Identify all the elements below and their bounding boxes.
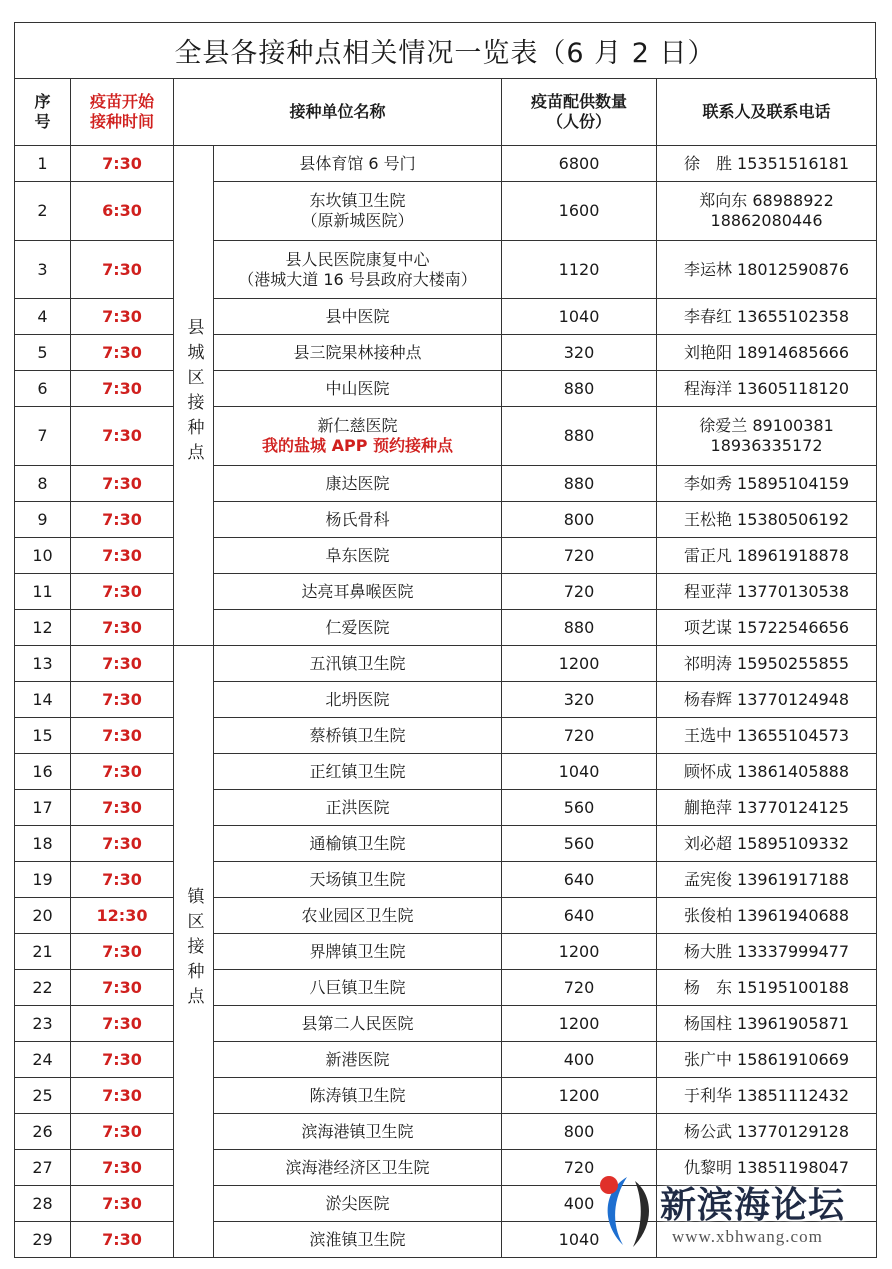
contact-info: 李如秀 15895104159 [657,466,877,502]
table-row [15,502,877,538]
table-row [15,1078,877,1114]
dose-quantity: 720 [502,574,657,610]
unit-name: 县体育馆 6 号门 [214,146,502,182]
start-time: 7:30 [71,754,174,790]
dose-quantity: 800 [502,502,657,538]
dose-quantity: 320 [502,335,657,371]
table-row [15,466,877,502]
unit-name: 界牌镇卫生院 [214,934,502,970]
unit-name: 滨海港镇卫生院 [214,1114,502,1150]
table-row [15,299,877,335]
start-time: 7:30 [71,970,174,1006]
row-number: 14 [15,682,71,718]
start-time: 7:30 [71,718,174,754]
dose-quantity: 400 [502,1186,657,1222]
table-body [15,146,877,1258]
dose-quantity: 640 [502,898,657,934]
start-time: 7:30 [71,682,174,718]
contact-info: 顾怀成 13861405888 [657,754,877,790]
start-time: 7:30 [71,610,174,646]
contact-info: 杨 东 15195100188 [657,970,877,1006]
dose-quantity: 560 [502,790,657,826]
row-number: 24 [15,1042,71,1078]
dose-quantity: 800 [502,1114,657,1150]
dose-quantity: 6800 [502,146,657,182]
unit-name: 天场镇卫生院 [214,862,502,898]
site-watermark [597,1165,887,1260]
dose-quantity: 1600 [502,182,657,241]
contact-info: 徐爱兰 89100381 18936335172 [657,407,877,466]
unit-name: 五汛镇卫生院 [214,646,502,682]
unit-name: 县第二人民医院 [214,1006,502,1042]
dose-quantity: 640 [502,862,657,898]
unit-name: 杨氏骨科 [214,502,502,538]
row-number: 26 [15,1114,71,1150]
row-number: 27 [15,1150,71,1186]
dose-quantity: 1040 [502,299,657,335]
unit-name: 东坎镇卫生院 （原新城医院） [214,182,502,241]
contact-info: 祁明涛 15950255855 [657,646,877,682]
dose-quantity: 1200 [502,1006,657,1042]
zone-town [174,646,214,1258]
contact-info: 徐 胜 15351516181 [657,146,877,182]
start-time: 7:30 [71,335,174,371]
start-time: 7:30 [71,1222,174,1258]
start-time: 7:30 [71,241,174,299]
start-time: 7:30 [71,574,174,610]
zone-label: 镇区接种点 [183,886,204,1012]
table-row [15,790,877,826]
start-time: 7:30 [71,934,174,970]
dose-quantity: 720 [502,538,657,574]
table-row [15,610,877,646]
contact-info: 杨公武 13770129128 [657,1114,877,1150]
row-number: 28 [15,1186,71,1222]
table-row [15,407,877,466]
dose-quantity: 880 [502,466,657,502]
contact-info: 孟宪俊 13961917188 [657,862,877,898]
sheet-title: 全县各接种点相关情况一览表（6 月 2 日） [14,22,876,78]
header-quantity: 疫苗配供数量 （人份） [502,79,657,146]
table-row [15,826,877,862]
row-number: 1 [15,146,71,182]
unit-name: 新仁慈医院 我的盐城 APP 预约接种点 [214,407,502,466]
contact-info: 李春红 13655102358 [657,299,877,335]
dose-quantity: 1200 [502,646,657,682]
contact-info: 刘艳阳 18914685666 [657,335,877,371]
table-row [15,934,877,970]
start-time: 12:30 [71,898,174,934]
unit-name: 仁爱医院 [214,610,502,646]
contact-info: 于利华 13851112432 [657,1078,877,1114]
unit-name: 县三院果林接种点 [214,335,502,371]
table-row [15,898,877,934]
start-time: 7:30 [71,1114,174,1150]
dose-quantity: 1200 [502,934,657,970]
row-number: 6 [15,371,71,407]
table-row [15,754,877,790]
table-row [15,970,877,1006]
row-number: 2 [15,182,71,241]
contact-info: 王选中 13655104573 [657,718,877,754]
table-row [15,646,877,682]
contact-info: 蒯艳萍 13770124125 [657,790,877,826]
table-row [15,574,877,610]
contact-info: 王松艳 15380506192 [657,502,877,538]
contact-info: 项艺谋 15722546656 [657,610,877,646]
unit-name: 正洪医院 [214,790,502,826]
contact-info: 郑向东 68988922 18862080446 [657,182,877,241]
table-row [15,1114,877,1150]
start-time: 7:30 [71,371,174,407]
contact-info: 杨大胜 13337999477 [657,934,877,970]
dose-quantity: 1200 [502,1078,657,1114]
table-row [15,241,877,299]
start-time: 7:30 [71,1078,174,1114]
start-time: 7:30 [71,646,174,682]
table-row [15,182,877,241]
start-time: 7:30 [71,826,174,862]
row-number: 29 [15,1222,71,1258]
unit-name: 通榆镇卫生院 [214,826,502,862]
header-contact: 联系人及联系电话 [657,79,877,146]
booking-note: 我的盐城 APP 预约接种点 [262,436,453,455]
unit-name: 滨淮镇卫生院 [214,1222,502,1258]
dose-quantity: 880 [502,371,657,407]
unit-name: 淤尖医院 [214,1186,502,1222]
row-number: 11 [15,574,71,610]
row-number: 10 [15,538,71,574]
unit-name: 中山医院 [214,371,502,407]
sites-table [14,78,877,1258]
table-row [15,538,877,574]
contact-info: 李运林 18012590876 [657,241,877,299]
start-time: 7:30 [71,407,174,466]
row-number: 17 [15,790,71,826]
unit-name: 达亮耳鼻喉医院 [214,574,502,610]
row-number: 9 [15,502,71,538]
start-time: 7:30 [71,502,174,538]
start-time: 7:30 [71,146,174,182]
start-time: 7:30 [71,862,174,898]
unit-name: 正红镇卫生院 [214,754,502,790]
forum-url: www.xbhwang.com [672,1227,823,1246]
unit-name: 农业园区卫生院 [214,898,502,934]
row-number: 13 [15,646,71,682]
dose-quantity: 880 [502,610,657,646]
start-time: 7:30 [71,538,174,574]
unit-name: 康达医院 [214,466,502,502]
start-time: 6:30 [71,182,174,241]
row-number: 22 [15,970,71,1006]
unit-name: 滨海港经济区卫生院 [214,1150,502,1186]
start-time: 7:30 [71,1042,174,1078]
row-number: 21 [15,934,71,970]
unit-name: 县中医院 [214,299,502,335]
contact-info: 仇黎明 13851198047 [657,1150,877,1186]
dose-quantity: 1120 [502,241,657,299]
dose-quantity: 1040 [502,754,657,790]
contact-info: 程亚萍 13770130538 [657,574,877,610]
start-time: 7:30 [71,790,174,826]
header-row [15,79,877,146]
row-number: 12 [15,610,71,646]
zone-label: 县城区接种点 [183,318,204,468]
row-number: 7 [15,407,71,466]
row-number: 16 [15,754,71,790]
row-number: 20 [15,898,71,934]
table-row [15,1006,877,1042]
dose-quantity: 880 [502,407,657,466]
contact-info: 张广中 15861910669 [657,1042,877,1078]
row-number: 8 [15,466,71,502]
unit-name: 八巨镇卫生院 [214,970,502,1006]
row-number: 18 [15,826,71,862]
start-time: 7:30 [71,299,174,335]
table-row [15,718,877,754]
unit-name: 县人民医院康复中心 （港城大道 16 号县政府大楼南） [214,241,502,299]
table-row [15,146,877,182]
dose-quantity: 320 [502,682,657,718]
start-time: 7:30 [71,1006,174,1042]
row-number: 5 [15,335,71,371]
row-number: 19 [15,862,71,898]
contact-info: 雷正凡 18961918878 [657,538,877,574]
vaccination-sites-sheet [14,22,876,1258]
row-number: 15 [15,718,71,754]
unit-name: 新港医院 [214,1042,502,1078]
row-number: 3 [15,241,71,299]
table-row [15,1042,877,1078]
unit-name: 北坍医院 [214,682,502,718]
contact-info: 杨春辉 13770124948 [657,682,877,718]
table-row [15,371,877,407]
forum-name: 新滨海论坛 [660,1185,846,1226]
unit-name: 阜东医院 [214,538,502,574]
header-start-time: 疫苗开始 接种时间 [71,79,174,146]
unit-name: 陈涛镇卫生院 [214,1078,502,1114]
table-row [15,862,877,898]
start-time: 7:30 [71,1150,174,1186]
dose-quantity: 400 [502,1042,657,1078]
row-number: 23 [15,1006,71,1042]
table-row [15,682,877,718]
unit-name: 蔡桥镇卫生院 [214,718,502,754]
dose-quantity: 720 [502,1150,657,1186]
contact-info: 刘必超 15895109332 [657,826,877,862]
header-unit: 接种单位名称 [174,79,502,146]
contact-info: 张俊柏 13961940688 [657,898,877,934]
table-row [15,335,877,371]
dose-quantity: 720 [502,970,657,1006]
dose-quantity: 1040 [502,1222,657,1258]
dose-quantity: 720 [502,718,657,754]
contact-info: 程海洋 13605118120 [657,371,877,407]
start-time: 7:30 [71,1186,174,1222]
row-number: 25 [15,1078,71,1114]
forum-logo-icon [597,1171,663,1251]
dose-quantity: 560 [502,826,657,862]
zone-county [174,146,214,646]
start-time: 7:30 [71,466,174,502]
contact-info: 杨国柱 13961905871 [657,1006,877,1042]
header-seq: 序 号 [15,79,71,146]
row-number: 4 [15,299,71,335]
